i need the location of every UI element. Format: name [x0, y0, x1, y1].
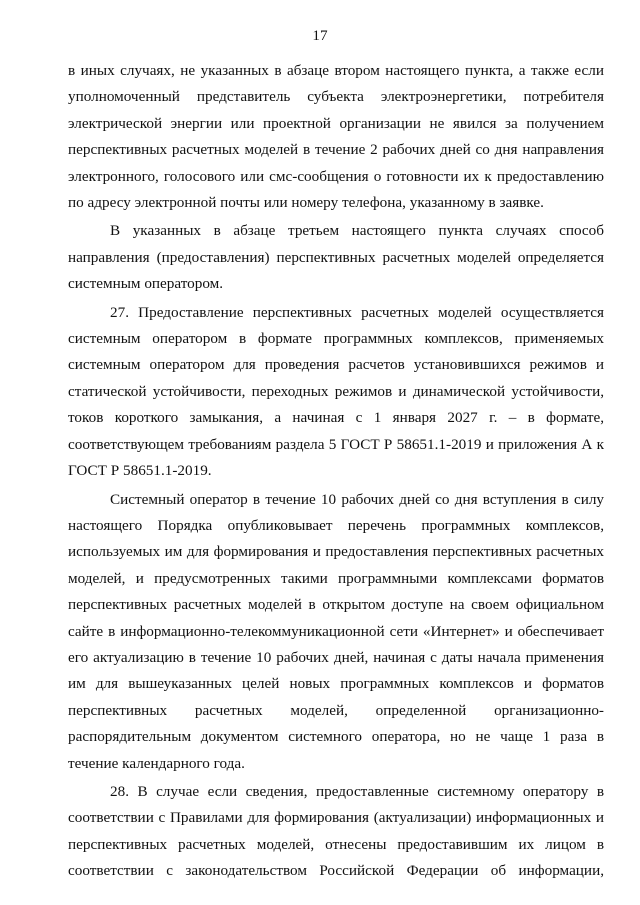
paragraph-continuation: в иных случаях, не указанных в абзаце втором настоящего пункта, а также если уполномоченный представитель субъекта электроэнергетики, потребителя электрической энергии или проектной организации не явился за получением перспективных расчетных моделей в течение 2 рабочих дней со дня направления электронного, голосового или смс-сообщения о готовности их к предоставлению по адресу электронной почты или номеру телефона, указанному в заявке. [68, 62, 604, 212]
paragraph-software-list: Системный оператор в течение 10 рабочих дней со дня вступления в силу настоящего Порядка опубликовывает перечень программных комплексов, используемых им для формирования и предоставления перспективных расчетных моделей, и предусмотренных такими программными комплексами форматов перспективных расчетных моделей в открытом доступе на своем официальном сайте в информационно-телекоммуникационной сети «Интернет» и обеспечивает его актуализацию в течение 10 рабочих дней, начиная с даты начала применения им для вышеуказанных целей новых программных комплексов и форматов перспективных расчетных моделей, определенной организационно-распорядительным документом системного оператора, но не чаще 1 раза в течение календарного года. [68, 490, 604, 772]
paragraph-item-28: 28. В случае если сведения, предоставленные системному оператору в соответствии с Правилами для формирования (актуализации) информационных и перспективных расчетных моделей, отнесены предоставившим их лицом в соответствии с законодательством Российской Федерации об информации, [68, 782, 604, 880]
paragraph-item-27: 27. Предоставление перспективных расчетных моделей осуществляется системным оператором в формате программных комплексов, применяемых системным оператором для проведения расчетов установившихся режимов и статической устойчивости, переходных режимов и динамической устойчивости, токов короткого замыкания, а начиная с 1 января 2027 г. – в формате, соответствующем требованиям раздела 5 ГОСТ Р 58651.1-2019 и приложения А к ГОСТ Р 58651.1-2019. [68, 303, 604, 480]
paragraph-delivery-method: В указанных в абзаце третьем настоящего пункта случаях способ направления (предоставления) перспективных расчетных моделей определяется системным оператором. [68, 222, 604, 293]
document-body [68, 58, 604, 887]
page-number: 17 [312, 27, 328, 44]
